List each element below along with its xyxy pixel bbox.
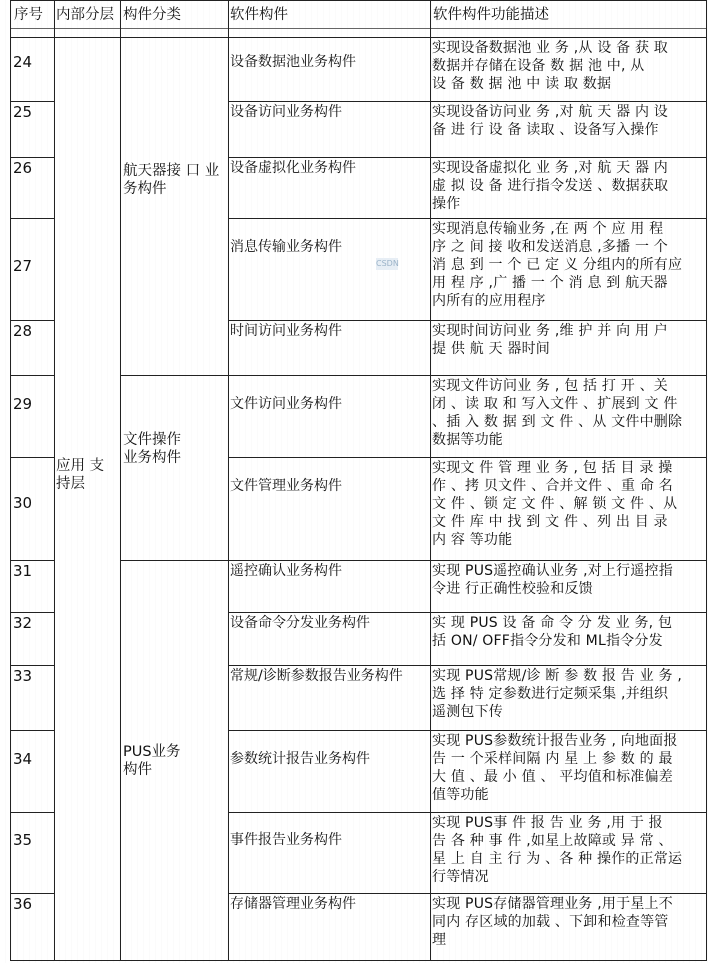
row-sep <box>228 457 707 458</box>
table-border-bottom <box>10 960 707 961</box>
col-border <box>228 0 229 961</box>
row-number: 29 <box>13 395 33 413</box>
row-sep <box>10 560 55 561</box>
header-category: 构件分类 <box>123 7 181 23</box>
component-description: 实 现 PUS 设 备 命 令 分 发 业 务, 包 括 ON/ OFF指令分发和 ML指令分发 <box>432 615 673 649</box>
header-divider <box>10 28 707 29</box>
component-description: 实现 PUS常规/诊 断 参 数 报 告 业 务 , 选 择 特 定参数进行定频采集 ,并组织 遥测包下传 <box>432 668 682 720</box>
watermark-logo: CSDN <box>376 259 399 268</box>
row-number: 30 <box>13 494 33 512</box>
col-border <box>430 0 431 961</box>
row-number: 34 <box>13 750 33 768</box>
component-name: 遥控确认业务构件 <box>230 563 342 579</box>
row-sep <box>10 320 55 321</box>
component-name: 时间访问业务构件 <box>230 323 342 339</box>
row-sep <box>228 612 707 613</box>
row-sep <box>10 665 55 666</box>
category-cell-pus: PUS业务 构件 <box>123 744 181 778</box>
col-border <box>54 0 55 961</box>
header-description: 软件构件功能描述 <box>433 7 549 23</box>
row-sep <box>10 893 55 894</box>
row-number: 25 <box>13 103 33 121</box>
row-sep <box>10 218 55 219</box>
row-sep <box>228 665 707 666</box>
component-name: 设备命令分发业务构件 <box>230 615 370 631</box>
component-description: 实现文 件 管 理 业 务 , 包 括 目 录 操 作 、拷 贝文件 、合并文件 、重 命 名 文 件 、锁 定 文 件 、解 锁 文 件 、从 文 件 库 中 找 到 文 件 、列 出 目 录 内 容 等功能 <box>432 460 678 548</box>
row-sep <box>10 375 55 376</box>
component-name: 事件报告业务构件 <box>230 832 342 848</box>
row-number: 24 <box>13 53 33 71</box>
component-description: 实现 PUS遥控确认业务 ,对上行遥控指 令进 行正确性校验和反馈 <box>432 563 673 597</box>
row-sep <box>228 101 707 102</box>
row-sep <box>10 612 55 613</box>
col-border <box>706 0 707 961</box>
col-border <box>120 0 121 961</box>
component-description: 实现消息传输业务 ,在 两 个 应 用 程 序 之 间 接 收和发送消息 ,多播 一 个 消 息 到 一 个 已 定 义 分组内的所有应 用 程 序 ,广 播 一 个 消 息 到 航天器 内所有的应用程序 <box>432 221 683 309</box>
header-no: 序号 <box>14 7 43 23</box>
row-number: 33 <box>13 667 33 685</box>
component-name: 文件管理业务构件 <box>230 478 342 494</box>
row-number: 28 <box>13 322 33 340</box>
row-sep <box>10 157 55 158</box>
component-description: 实现设备虚拟化 业 务 ,对 航 天 器 内 虚 拟 设 备 进行指令发送 、数据获取 操作 <box>432 160 669 212</box>
category-cell-file-ops: 文件操作 业务构件 <box>123 432 181 466</box>
row-sep <box>228 893 707 894</box>
row-number: 27 <box>13 257 33 275</box>
table-border-top <box>10 0 707 1</box>
component-description: 实现设备数据池 业 务 ,从 设 备 获 取 数据并存储在设备 数 据 池 中, 从 设 备 数 据 池 中 读 取 数据 <box>432 40 669 92</box>
row-number: 26 <box>13 159 33 177</box>
row-number: 36 <box>13 895 33 913</box>
header-layer: 内部分层 <box>56 7 114 23</box>
component-name: 设备访问业务构件 <box>230 104 342 120</box>
layer-cell: 应用 支 持层 <box>56 458 105 492</box>
component-description: 实现设备访问业 务 ,对 航 天 器 内 设 备 进 行 设 备 读取 、设备写入操作 <box>432 104 669 138</box>
component-name: 常规/诊断参数报告业务构件 <box>230 668 403 684</box>
component-name: 参数统计报告业务构件 <box>230 751 370 767</box>
row-number: 35 <box>13 831 33 849</box>
component-description: 实现文件访问业 务 , 包 括 打 开 、关 闭 、读 取 和 写入文件 、扩展到 文 件 、插 入 数 据 到 文 件 、从 文件中删除 数据等功能 <box>432 378 683 448</box>
component-description: 实现时间访问业 务 ,维 护 并 向 用 户 提 供 航 天 器时间 <box>432 323 669 357</box>
header-divider-bold <box>10 37 707 38</box>
component-name: 文件访问业务构件 <box>230 396 342 412</box>
component-name: 存储器管理业务构件 <box>230 896 356 912</box>
component-description: 实现 PUS事 件 报 告 业 务 ,用 于 报 告 各 种 事 件 ,如星上故障或 异 常 、 星 上 自 主 行 为 、各 种 操作的正常运 行等情况 <box>432 815 683 885</box>
row-sep <box>228 812 707 813</box>
row-sep <box>10 812 55 813</box>
row-sep <box>228 730 707 731</box>
component-name: 设备虚拟化业务构件 <box>230 160 356 176</box>
component-name: 设备数据池业务构件 <box>230 54 356 70</box>
component-name: 消息传输业务构件 <box>230 239 342 255</box>
row-number: 31 <box>13 562 33 580</box>
row-sep <box>10 730 55 731</box>
header-component: 软件构件 <box>230 7 288 23</box>
component-description: 实现 PUS参数统计报告业务 , 向地面报 告 一 个采样间隔 内 星 上 参 数 的 最 大 值 、最 小 值 、 平均值和标准偏差 值等功能 <box>432 733 678 803</box>
component-description: 实现 PUS存储器管理业务 ,用于星上不 同内 存区域的加载 、下卸和检查等管 理 <box>432 896 673 948</box>
row-sep <box>228 157 707 158</box>
row-sep <box>120 560 707 561</box>
row-sep <box>10 101 55 102</box>
row-sep <box>120 375 707 376</box>
row-number: 32 <box>13 614 33 632</box>
row-sep <box>10 457 55 458</box>
col-border <box>10 0 11 961</box>
row-sep <box>228 218 707 219</box>
category-cell-spacecraft-interface: 航天器接 口 业 务构件 <box>123 163 220 197</box>
row-sep <box>228 320 707 321</box>
